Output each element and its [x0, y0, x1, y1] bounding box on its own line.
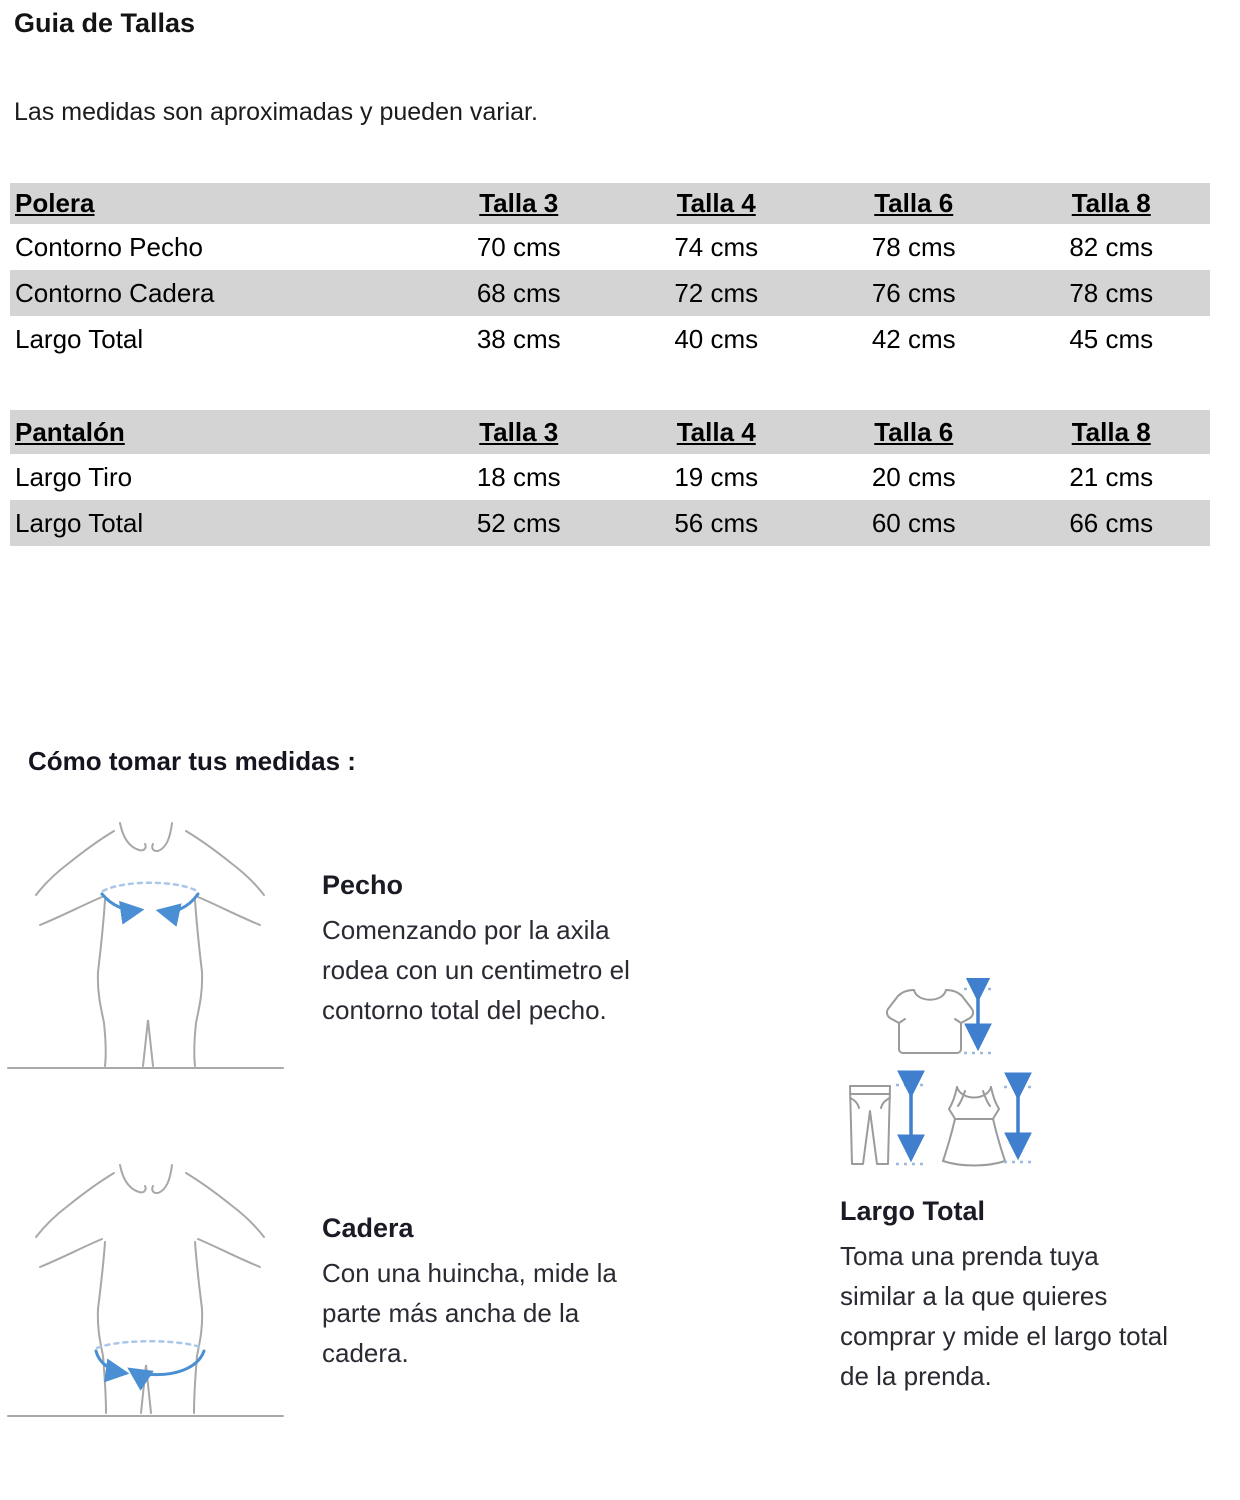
pantalon-table-title: Pantalón [10, 410, 420, 454]
pecho-instruction-block [322, 870, 662, 1030]
measuring-section-heading: Cómo tomar tus medidas : [28, 746, 356, 776]
cell-value: 52 cms [476, 507, 561, 538]
cell-value: 76 cms [871, 277, 956, 308]
column-header-talla3: Talla 3 [420, 183, 618, 224]
body-outline-hip-measure-icon [5, 1158, 295, 1420]
largo-total-text-line: similar a la que quieres [840, 1281, 1108, 1311]
row-label: Largo Total [15, 323, 144, 354]
pecho-text-line: contorno total del pecho. [322, 995, 607, 1025]
row-label: Contorno Pecho [15, 231, 203, 262]
polera-size-table [10, 183, 1210, 362]
pantalon-size-table [10, 410, 1210, 546]
column-header-talla3: Talla 3 [420, 410, 618, 454]
cell-value: 40 cms [674, 323, 759, 354]
polera-header-row [10, 183, 1210, 224]
garment-length-icons [840, 978, 1050, 1178]
largo-total-instruction-block [840, 1196, 1230, 1396]
polera-table-title: Polera [10, 183, 420, 224]
table-row [10, 316, 1210, 362]
cadera-text-line: cadera. [322, 1338, 409, 1368]
pantalon-header-row [10, 410, 1210, 454]
cell-value: 78 cms [871, 231, 956, 262]
cell-value: 78 cms [1069, 277, 1154, 308]
column-header-talla8: Talla 8 [1013, 410, 1211, 454]
row-label: Contorno Cadera [15, 277, 215, 308]
cell-value: 82 cms [1069, 231, 1154, 262]
cell-value: 60 cms [871, 507, 956, 538]
cell-value: 74 cms [674, 231, 759, 262]
column-header-talla6: Talla 6 [815, 410, 1013, 454]
cell-value: 38 cms [476, 323, 561, 354]
largo-total-text-line: de la prenda. [840, 1361, 992, 1391]
cadera-text-line: Con una huincha, mide la [322, 1258, 617, 1288]
cell-value: 21 cms [1069, 461, 1154, 492]
cell-value: 45 cms [1069, 323, 1154, 354]
cadera-title: Cadera [322, 1213, 414, 1243]
largo-total-title: Largo Total [840, 1196, 985, 1226]
tshirt-icon [887, 990, 973, 1053]
cadera-instruction-block [322, 1213, 662, 1373]
cell-value: 19 cms [674, 461, 759, 492]
column-header-talla8: Talla 8 [1013, 183, 1211, 224]
table-row [10, 224, 1210, 270]
pecho-text-line: rodea con un centimetro el [322, 955, 630, 985]
body-outline-chest-measure-icon [5, 818, 295, 1073]
row-label: Largo Tiro [15, 461, 133, 492]
table-row [10, 270, 1210, 316]
cadera-text-line: parte más ancha de la [322, 1298, 580, 1328]
table-row [10, 500, 1210, 546]
cell-value: 72 cms [674, 277, 759, 308]
column-header-talla4: Talla 4 [618, 183, 816, 224]
cell-value: 18 cms [476, 461, 561, 492]
largo-total-text-line: comprar y mide el largo total [840, 1321, 1169, 1351]
dress-icon [943, 1087, 1005, 1166]
chest-measure-tape-icon [102, 883, 198, 912]
page-subtitle: Las medidas son aproximadas y pueden variar. [14, 98, 538, 126]
cell-value: 20 cms [871, 461, 956, 492]
column-header-talla4: Talla 4 [618, 410, 816, 454]
body-figure-outline [8, 1165, 283, 1416]
length-dash-guides [896, 989, 1033, 1164]
cell-value: 42 cms [871, 323, 956, 354]
table-row [10, 454, 1210, 500]
cell-value: 68 cms [476, 277, 561, 308]
hip-measure-tape-icon [96, 1341, 204, 1374]
pecho-title: Pecho [322, 870, 404, 900]
pants-icon [850, 1086, 890, 1164]
body-figure-outline [8, 823, 283, 1068]
column-header-talla6: Talla 6 [815, 183, 1013, 224]
largo-total-text-line: Toma una prenda tuya [840, 1241, 1099, 1271]
page-title: Guia de Tallas [14, 8, 196, 38]
pecho-text-line: Comenzando por la axila [322, 915, 610, 945]
row-label: Largo Total [15, 507, 144, 538]
cell-value: 56 cms [674, 507, 759, 538]
cell-value: 66 cms [1069, 507, 1154, 538]
cell-value: 70 cms [476, 231, 561, 262]
